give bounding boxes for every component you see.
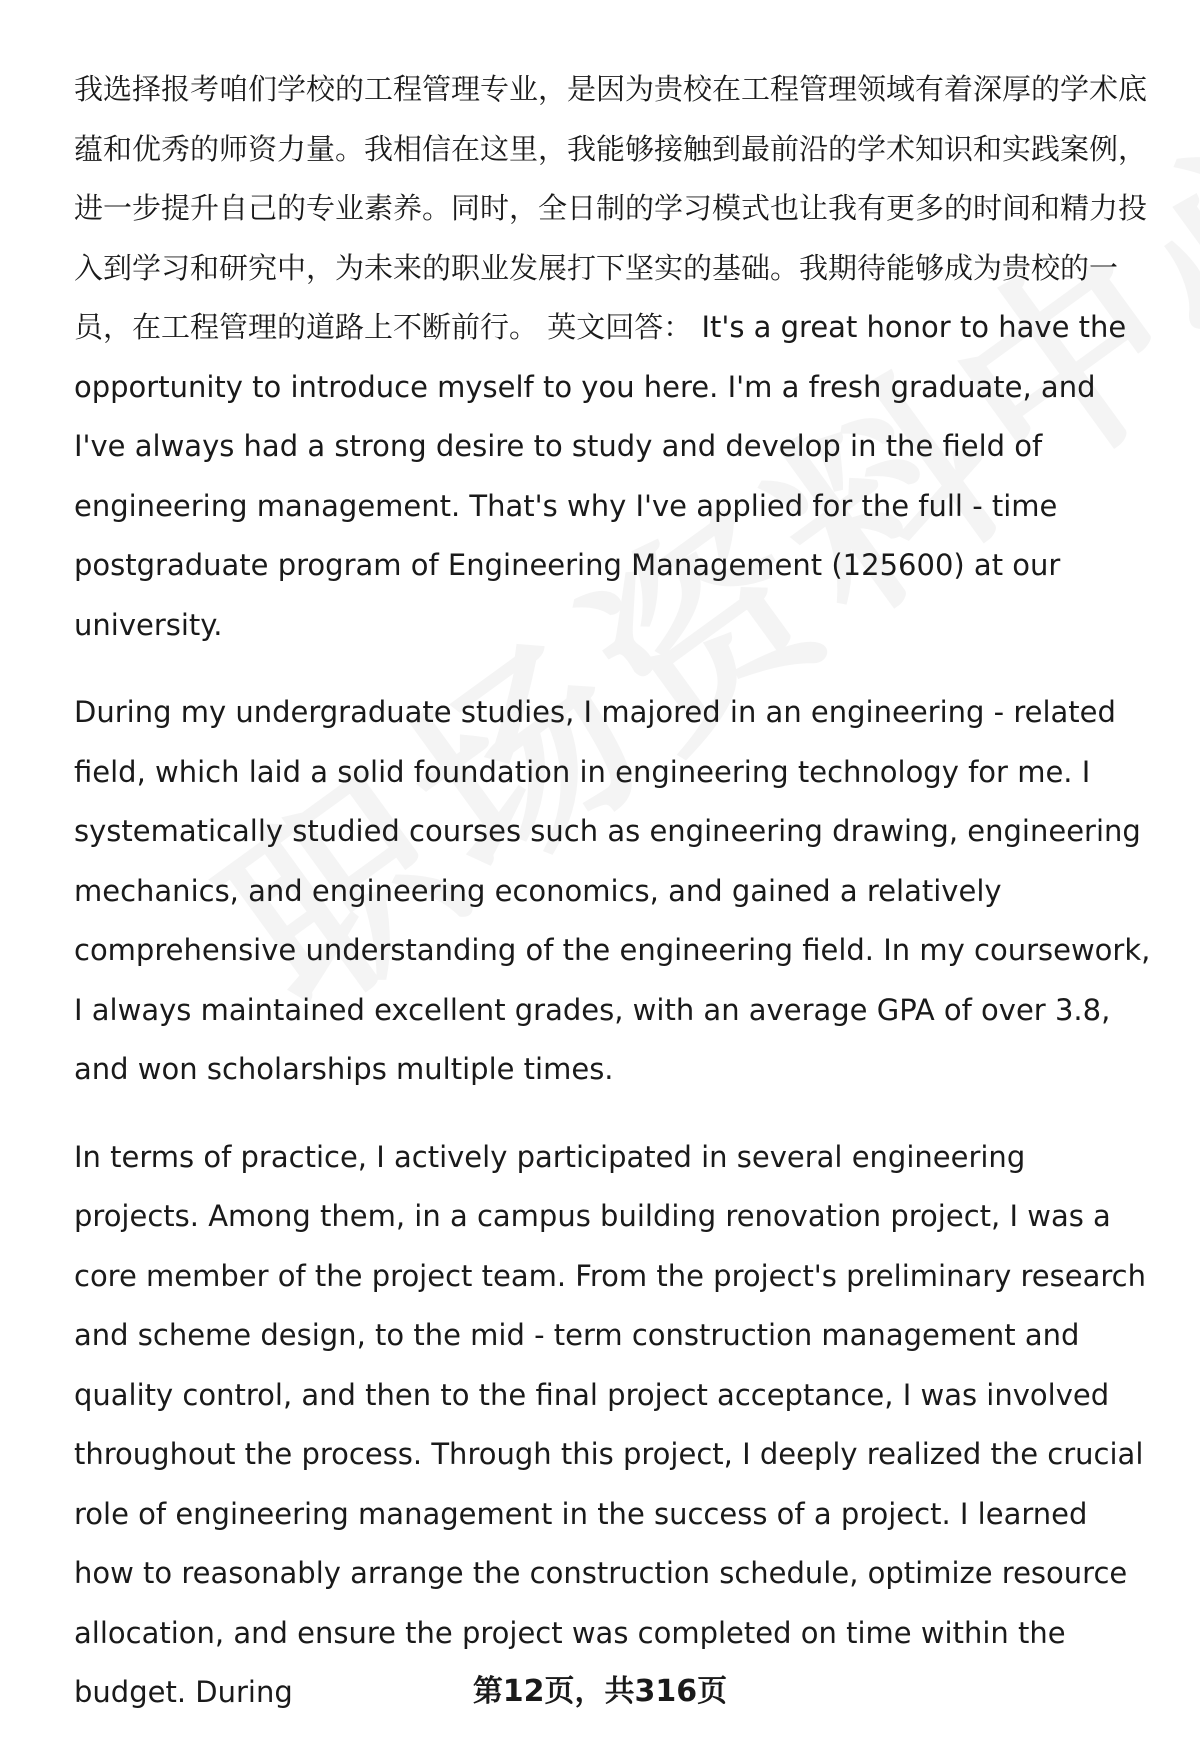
page-number: 第12页，共316页	[472, 1674, 728, 1709]
paragraph-2: During my undergraduate studies, I majored in an engineering - related field, which laid a solid foundation in engineering technology for me. I systematically studied courses such as engineering drawing, engineering mechanics, and engineering economics, and gained a relatively comprehensive understanding of the engineering field. In my coursework, I always maintained excellent grades, with an average GPA of over 3.8, and won scholarships multiple times.	[74, 695, 1151, 1086]
paragraph-1: 我选择报考咱们学校的工程管理专业，是因为贵校在工程管理领域有着深厚的学术底蕴和优秀的师资力量。我相信在这里，我能够接触到最前沿的学术知识和实践案例，进一步提升自己的专业素养。同时，全日制的学习模式也让我有更多的时间和精力投入到学习和研究中，为未来的职业发展打下坚实的基础。我期待能够成为贵校的一员，在工程管理的道路上不断前行。 英文回答： It's a great honor to have the opportunity to introduce myself to you here. I'm a fresh graduate, and I've always had a strong desire to study and develop in the field of engineering management. That's why I've applied for the full - time postgraduate program of Engineering Management (125600) at our university.	[74, 72, 1148, 642]
paragraph-3: In terms of practice, I actively participated in several engineering projects. Among them, in a campus building renovation project, I was a core member of the project team. From the project's preliminary research and scheme design, to the mid - term construction management and quality control, and then to the final project acceptance, I was involved throughout the process. Through this project, I deeply realized the crucial role of engineering management in the success of a project. I learned how to reasonably arrange the construction schedule, optimize resource allocation, and ensure the project was completed on time within the budget. During	[74, 1139, 1146, 1709]
document-body	[74, 60, 1154, 1751]
